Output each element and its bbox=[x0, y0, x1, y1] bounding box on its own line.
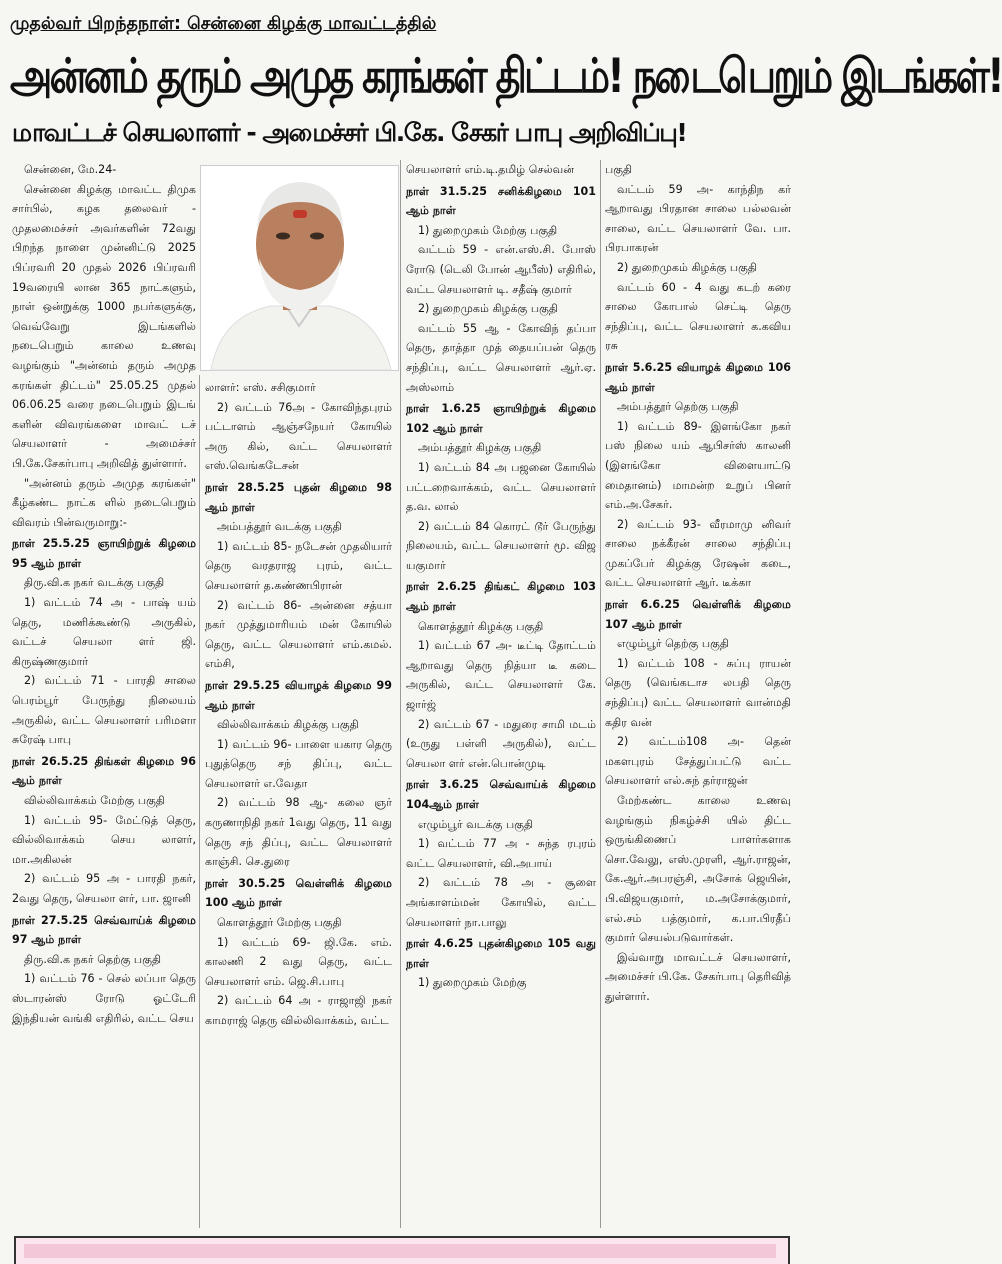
paragraph: கொளத்தூர் மேற்கு பகுதி bbox=[217, 916, 342, 930]
paragraph: 2) வட்டம் 95 அ - பாரதி நகர், 2வது தெரு, செயலா ளர், பா. ஜானி bbox=[12, 872, 196, 905]
paragraph: வட்டம் 55 ஆ - கோவிந் தப்பா தெரு, தாத்தா முத் தையப்பன் தெரு சந்திப்பு, வட்ட செயலாளர் ஆர்.ஏ. அஸ்லாம் bbox=[406, 321, 596, 394]
bottom-ad-band bbox=[24, 1244, 776, 1258]
paragraph: 2) துறைமுகம் கிழக்கு பகுதி bbox=[617, 260, 758, 274]
section-heading: நாள் 28.5.25 புதன் கிழமை 98 ஆம் நாள் bbox=[205, 480, 392, 514]
paragraph: 2) வட்டம்108 அ- தென் மகளபுரம் சேத்துப்பட்டு வட்ட செயலாளர் எல்.சுந் தர்ராஜன் bbox=[605, 735, 791, 788]
section-heading: நாள் 5.6.25 வியாழக் கிழமை 106 ஆம் நாள் bbox=[605, 360, 791, 394]
paragraph: லாளர்: எஸ். சசிகுமார் bbox=[205, 381, 316, 394]
column-divider bbox=[600, 160, 601, 1228]
paragraph: 1) வட்டம் 69- ஜி.கே. எம். காலணி 2 வது தெரு, வட்ட செயலாளர் எம். ஜெ.சி.பாபு bbox=[205, 935, 392, 988]
paragraph: 1) வட்டம் 95- மேட்டுத் தெரு, வில்லிவாக்கம் செய லாளர், மா.அகிலன் bbox=[12, 813, 196, 866]
paragraph: 1) வட்டம் 89- இளங்கோ நகர் பஸ் நிலை யம் ஆபிசர்ஸ் காலனி (இளங்கோ விளையாட்டு மைதானம்) மாமன்ற உறுப் பினர் எம்.அ.சேகர். bbox=[605, 419, 791, 512]
paragraph: வட்டம் 60 - 4 வது கடற் கரை சாலை கோபால் செட்டி தெரு சந்திப்பு, வட்ட செயலாளர் க.கவிய ரசு bbox=[605, 280, 791, 353]
headline: அன்னம் தரும் அமுத கரங்கள் திட்டம்! நடைபெறும் இடங்கள்! bbox=[10, 48, 1002, 103]
paragraph: வில்லிவாக்கம் மேற்கு பகுதி bbox=[24, 794, 166, 807]
section-heading: நாள் 4.6.25 புதன்கிழமை 105 வது நாள் bbox=[406, 937, 596, 970]
paragraph: அம்பத்தூர் தெற்கு பகுதி bbox=[617, 400, 739, 414]
paragraph: எழும்பூர் வடக்கு பகுதி bbox=[418, 817, 534, 831]
paragraph: எழும்பூர் தெற்கு பகுதி bbox=[617, 637, 730, 651]
paragraph: திரு.வி.க நகர் வடக்கு பகுதி bbox=[24, 576, 165, 590]
paragraph: 2) வட்டம் 93- வீரமாமு னிவர் சாலை நக்கீரன் சாலை சந்திப்பு முகப்பேர் கிழக்கு ரேஷன் கடை, வட்ட செயலாளர் ஆர். டீக்கா bbox=[605, 517, 791, 590]
paragraph: சென்னை கிழக்கு மாவட்ட திமுக சார்பில், கழக தலைவர் - முதலமைச்சர் அவர்களின் 72வது பிறந்த நாளை முன்னிட்டு 2025 பிப்ரவரி 20 முதல் 2026 பிப்ரவரி 19வரையி லான 365 நாட்களும், நாள் ஒன்றுக்கு 1000 நபர்களுக்கு, வெவ்வேறு இடங்களில் நடைபெறும் காலை உணவு வழங்கும் "அன்னம் தரும் அமுத கரங்கள் திட்டம்" 25.05.25 முதல் 06.06.25 வரை நடைபெறும் இடங் களின் விவரங்களை மாவட் டச் செயலாளர் - அமைச்சர் பி.கே.சேகர்பாபு அறிவித் துள்ளார். bbox=[12, 182, 196, 470]
paragraph: 1) துறைமுகம் மேற்கு பகுதி bbox=[418, 223, 558, 237]
subheadline: மாவட்டச் செயலாளர் - அமைச்சர் பி.கே. சேகர் பாபு அறிவிப்பு! bbox=[12, 118, 687, 147]
column-2 bbox=[205, 378, 392, 1230]
paragraph: செயலாளர் எம்.டி.தமிழ் செல்வன் bbox=[406, 163, 575, 176]
column-divider bbox=[199, 375, 200, 1228]
paragraph: "அன்னம் தரும் அமுத கரங்கள்" கீழ்கண்ட நாட்க ளில் நடைபெறும் விவரம் பின்வருமாறு:- bbox=[12, 476, 196, 529]
paragraph: 2) வட்டம் 98 ஆ- கலை ஞர் கருணாநிதி நகர் 1வது தெரு, 11 வது தெரு சந் திப்பு, வட்ட செயலாளர் காஞ்சி. செ.துரை bbox=[205, 796, 392, 869]
paragraph: 2) வட்டம் 67 - மதுரை சாமி மடம் (உருது பள்ளி அருகில்), வட்ட செயலா ளர் என்.பொன்முடி bbox=[406, 717, 596, 770]
paragraph: வட்டம் 59 அ- காந்திந கர் ஆறாவது பிரதான சாலை பல்லவன் சாலை, வட்ட செயலாளர் வே. பா. பிரபாகரன் bbox=[605, 182, 791, 255]
paragraph: 1) வட்டம் 77 அ - சுந்த ரபுரம் வட்ட செயலாளர், வி.அபாய் bbox=[406, 837, 596, 870]
paragraph: 2) வட்டம் 86- அன்னை சத்யா நகர் முத்துமாரியம் மன் கோயில் தெரு, வட்ட செயலாளர் எம்.கமல். எம்சி, bbox=[205, 598, 392, 671]
paragraph: வட்டம் 59 - என்.எஸ்.சி. போஸ் ரோடு (டெலி போன் ஆபீஸ்) எதிரில், வட்ட செயலாளர் டி. சதீஷ் குமார் bbox=[406, 243, 596, 296]
paragraph: 2) வட்டம் 78 அ - சூளை அங்காளம்மன் கோயில், வட்ட செயலாளர் நா.பாலு bbox=[406, 876, 596, 929]
paragraph: வில்லிவாக்கம் கிழக்கு பகுதி bbox=[217, 718, 359, 732]
section-heading: நாள் 29.5.25 வியாழக் கிழமை 99 ஆம் நாள் bbox=[205, 678, 392, 712]
paragraph: திரு.வி.க நகர் தெற்கு பகுதி bbox=[24, 952, 162, 966]
column-4 bbox=[605, 160, 791, 1230]
section-heading: நாள் 25.5.25 ஞாயிற்றுக் கிழமை 95 ஆம் நாள் bbox=[12, 537, 196, 570]
paragraph: 2) துறைமுகம் கிழக்கு பகுதி bbox=[418, 302, 559, 316]
column-3 bbox=[406, 160, 596, 1230]
paragraph: 1) துறைமுகம் மேற்கு bbox=[418, 976, 527, 990]
paragraph: 1) வட்டம் 67 அ- டீட்டி தோட்டம் ஆறாவது தெரு நித்யா டீ கடை அருகில், வட்ட செயலாளர் கே. ஜார்ஜ் bbox=[406, 639, 596, 712]
paragraph: 1) வட்டம் 85- நடேசன் முதலியார் தெரு வரதராஜ புரம், வட்ட செயலாளர் த.கண்ணபிரான் bbox=[205, 539, 392, 592]
paragraph: 1) வட்டம் 84 அ பஜனை கோயில் பட்டறைவாக்கம், வட்ட செயலாளர் த.வ. லால் bbox=[406, 460, 596, 514]
section-heading: நாள் 30.5.25 வெள்ளிக் கிழமை 100 ஆம் நாள் bbox=[205, 876, 392, 910]
paragraph: 1) வட்டம் 96- பாளை யகார தெரு புதுத்தெரு சந் திப்பு, வட்ட செயலாளர் எ.வேதா bbox=[205, 737, 392, 790]
section-heading: நாள் 26.5.25 திங்கள் கிழமை 96 ஆம் நாள் bbox=[12, 754, 196, 788]
paragraph: கொளத்தூர் கிழக்கு பகுதி bbox=[418, 619, 544, 633]
paragraph: 1) வட்டம் 74 அ - பாஷ் யம் தெரு, மணிக்கூண்டு அருகில், வட்டச் செயலா ளர் ஜி. கிருஷ்ணகுமார் bbox=[12, 596, 196, 668]
paragraph: 1) வட்டம் 76 - செல் லப்பா தெரு ஸ்டாரன்ஸ் ரோடு ஓட்டேரி இந்தியன் வங்கி எதிரில், வட்ட செய bbox=[12, 972, 196, 1025]
column-divider bbox=[400, 160, 401, 1228]
kicker-line: முதல்வர் பிறந்தநாள்: சென்னை கிழக்கு மாவட்டத்தில் bbox=[10, 14, 437, 34]
portrait-icon bbox=[201, 166, 398, 370]
portrait-photo bbox=[200, 165, 399, 371]
paragraph: இவ்வாறு மாவட்டச் செயலாளர், அமைச்சர் பி.கே. சேகர்பாபு தெரிவித் துள்ளார். bbox=[605, 950, 791, 1003]
section-heading: நாள் 31.5.25 சனிக்கிழமை 101 ஆம் நாள் bbox=[406, 184, 596, 218]
paragraph: மேற்கண்ட காலை உணவு வழங்கும் நிகழ்ச்சி யில் திட்ட ஒருங்கிணைப் பாளர்களாக சொ.வேலு, எஸ்.முரளி, ஆர்.ராஜன், கே.ஆர்.அபரஞ்சி, அசோக் ஜெயின், பி.விஜயகுமார், ம.அசோக்குமார், எல்.சம் பத்குமார், க.பா.பிரதீப் குமார் செயல்படுவார்கள். bbox=[605, 794, 791, 945]
paragraph: 1) வட்டம் 108 - சுப்பு ராயன் தெரு (வெங்கடாச லபதி தெரு சந்திப்பு) வட்ட செயலாளர் வான்மதி கதிர வன் bbox=[605, 656, 791, 729]
section-heading: நாள் 27.5.25 செவ்வாய்க் கிழமை 97 ஆம் நாள் bbox=[12, 913, 196, 947]
paragraph: 2) வட்டம் 64 அ - ராஜாஜி நகர் காமராஜ் தெரு வில்லிவாக்கம், வட்ட bbox=[205, 994, 392, 1027]
section-heading: நாள் 2.6.25 திங்கட் கிழமை 103 ஆம் நாள் bbox=[406, 580, 596, 614]
section-heading: நாள் 3.6.25 செவ்வாய்க் கிழமை 104ஆம் நாள் bbox=[406, 778, 596, 811]
section-heading: நாள் 6.6.25 வெள்ளிக் கிழமை 107 ஆம் நாள் bbox=[605, 598, 791, 631]
section-heading: நாள் 1.6.25 ஞாயிற்றுக் கிழமை 102 ஆம் நாள் bbox=[406, 402, 596, 435]
paragraph: அம்பத்தூர் வடக்கு பகுதி bbox=[217, 520, 342, 534]
paragraph: பகுதி bbox=[605, 163, 633, 176]
paragraph: சென்னை, மே.24- bbox=[24, 163, 117, 176]
paragraph: 2) வட்டம் 84 கொரட் டூர் பேருந்து நிலையம், வட்ட செயலாளர் மூ. விஜ யகுமார் bbox=[406, 519, 596, 572]
paragraph: 2) வட்டம் 71 - பாரதி சாலை பெரம்பூர் பேருந்து நிலையம் அருகில், வட்ட செயலாளர் பரிமளா சுரேஷ் பாபு bbox=[12, 674, 196, 747]
paragraph: அம்பத்தூர் கிழக்கு பகுதி bbox=[418, 441, 542, 455]
column-1 bbox=[12, 160, 196, 1230]
paragraph: 2) வட்டம் 76அ - கோவிந்தபுரம் பட்டாளம் ஆஞ்சநேயர் கோயில் அரு கில், வட்ட செயலாளர் எஸ்.வெங்கடேசன் bbox=[205, 400, 392, 473]
